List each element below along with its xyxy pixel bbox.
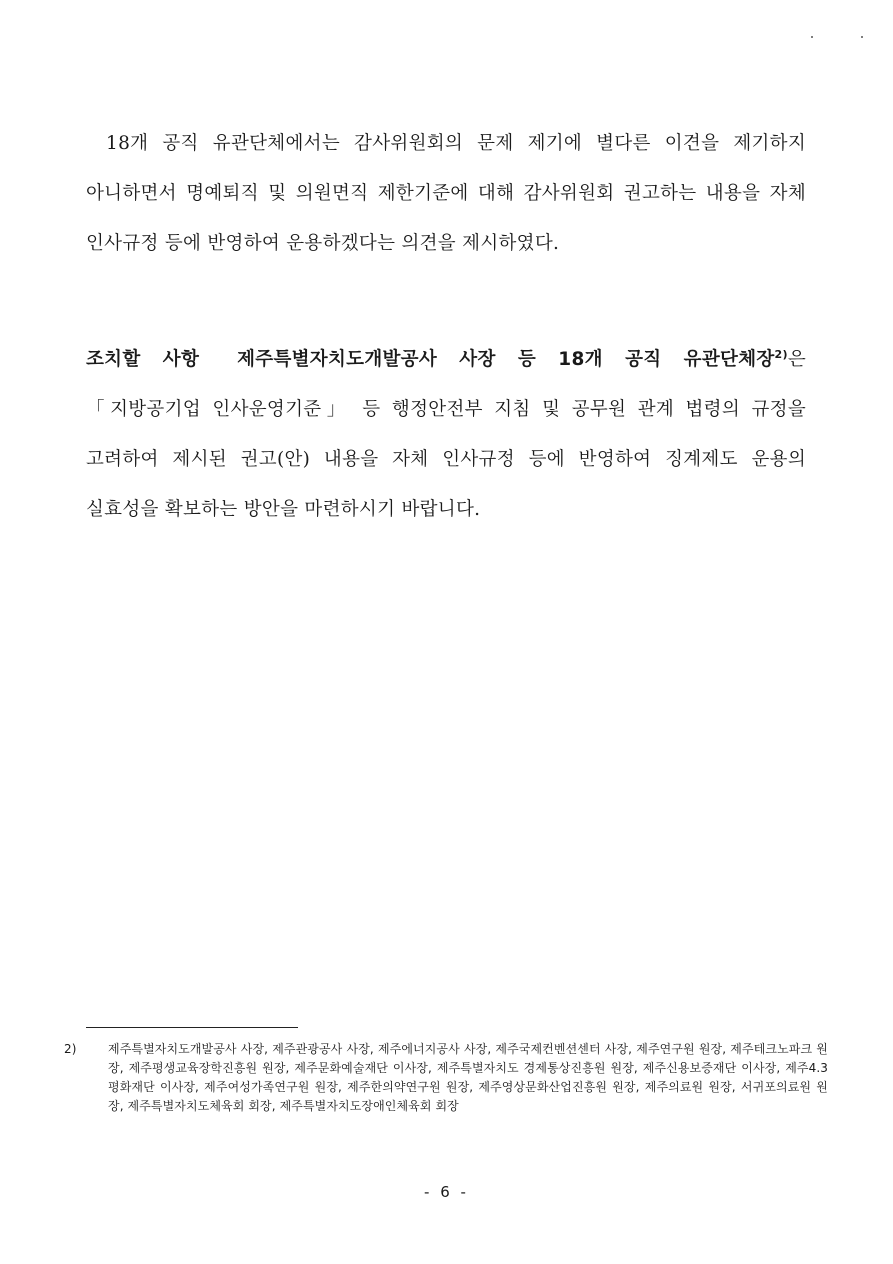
footnote-divider: [86, 1027, 298, 1028]
footnote-text: 제주특별자치도개발공사 사장, 제주관광공사 사장, 제주에너지공사 사장, 제주국제컨벤션센터 사장, 제주연구원 원장, 제주테크노파크 원장, 제주평생교육장학진흥원 원장, 제주문화예술재단 이사장, 제주특별자치도 경제통상진흥원 원장, 제주신용보증재단 이사장, 제주4.3평화재단 이사장, 제주여성가족연구원 원장, 제주한의약연구원 원장, 제주영상문화산업진흥원 원장, 제주의료원 원장, 서귀포의료원 원장, 제주특별자치도체육회 회장, 제주특별자치도장애인체육회 회장: [108, 1042, 828, 1113]
paragraph-opinion-text: 18개 공직 유관단체에서는 감사위원회의 문제 제기에 별다른 이견을 제기하지 아니하면서 명예퇴직 및 의원면직 제한기준에 대해 감사위원회 권고하는 내용을 자체 인사규정 등에 반영하여 운용하겠다는 의견을 제시하였다.: [86, 133, 806, 254]
page-number: - 6 -: [424, 1183, 469, 1201]
footnote-mark: 2): [64, 1042, 77, 1056]
paragraph-action: [86, 330, 806, 535]
scan-speck: [861, 36, 863, 38]
action-body: 은 「지방공기업 인사운영기준」 등 행정안전부 지침 및 공무원 관계 법령의 규정을 고려하여 제시된 권고(안) 내용을 자체 인사규정 등에 반영하여 징계제도 운용의 실효성을 확보하는 방안을 마련하시기 바랍니다.: [86, 349, 806, 521]
action-lead: 제주특별자치도개발공사 사장 등 18개 공직 유관단체장: [237, 349, 775, 371]
footnote-reference[interactable]: 2): [774, 348, 788, 361]
paragraph-opinion: [86, 119, 806, 269]
scan-speck: [811, 36, 813, 38]
action-heading: 조치할 사항: [86, 349, 200, 371]
footnote: [64, 1040, 828, 1116]
